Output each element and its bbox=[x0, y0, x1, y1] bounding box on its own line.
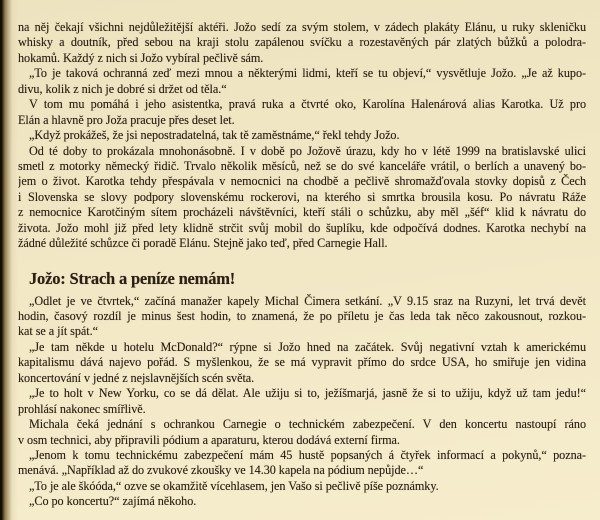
body-paragraph bbox=[18, 479, 586, 494]
text-line: „Odlet je ve čtvrtek,“ začíná manažer kapely Michal Čimera setkání. „V 9.15 sraz na Ruzyni, let trvá devět bbox=[29, 293, 586, 308]
page-text bbox=[18, 20, 586, 510]
text-line: „Co po koncertu?“ zajímá někoho. bbox=[29, 494, 197, 509]
body-paragraph bbox=[18, 20, 586, 66]
text-line: jem o život. Karotka tehdy přespávala v nemocnici na chodbě a pečlivě shromažďovala stovky dopisů z Čech bbox=[18, 174, 586, 189]
text-line: kapitalismu dává najevo pořád. S myšlenkou, že se má vypravit přímo do srdce USA, ho smiřuje jen vidina bbox=[18, 355, 586, 370]
body-paragraph bbox=[18, 448, 586, 479]
text-line: Michala čeká jednání s ochrankou Carnegie o technickém zabezpečení. V den koncertu nastoupí ráno bbox=[29, 417, 586, 432]
body-paragraph bbox=[18, 97, 586, 128]
text-line: „Když prokážeš, že jsi nepostradatelná, tak tě zaměstnáme,“ řekl tehdy Jožo. bbox=[29, 128, 400, 143]
text-line: koncertování v jedné z nejslavnějších scén světa. bbox=[18, 370, 255, 385]
body-paragraph bbox=[18, 386, 586, 417]
text-line: hokamů. Každý z nich si Jožo vybíral pečlivě sám. bbox=[18, 50, 264, 65]
text-line: z nemocnice Karotčiným sítem procházeli návštěvníci, kteří stáli o schůzku, aby měl „šéf“ klid k návratu do bbox=[18, 205, 586, 220]
text-line: „To je taková ochranná zeď mezi mnou a některými lidmi, kteří se tu objeví,“ vysvětluje Jožo. „Je až kupo- bbox=[29, 66, 586, 81]
text-line: whisky a doutník, před sebou na kraji stolu zapálenou svíčku a rozestavěných pár zlatých bůžků a polodra- bbox=[18, 35, 586, 50]
text-line: i Slovenska se slovy podpory slovenskému rockerovi, na kterého si smrtka brousila kosu. Po návratu Ráže bbox=[18, 189, 586, 204]
text-line: v osm technici, aby připravili pódium a aparaturu, kterou dodává externí firma. bbox=[18, 432, 400, 447]
text-line: žádné důležité schůzce či poradě Elánu. Stejně jako teď, před Carnegie Hall. bbox=[18, 236, 388, 251]
text-line: kat se a jít spát.“ bbox=[18, 324, 98, 339]
body-paragraph bbox=[18, 128, 586, 143]
text-line: divu, kolik z nich je dobré si držet od těla.“ bbox=[18, 81, 227, 96]
text-line: menává. „Například až do zvukové zkoušky ve 14.30 kapela na pódium nepůjde…“ bbox=[18, 463, 424, 478]
text-line: V tom mu pomáhá i jeho asistentka, pravá ruka a čtvrté oko, Karolína Halenárová alias Karotka. Už pro bbox=[29, 97, 586, 112]
body-paragraph bbox=[18, 417, 586, 448]
text-line: života. Jožo mohl již před lety klidně strčit svůj mobil do šuplíku, kde odpočívá dodnes. Karotka nechybí na bbox=[18, 220, 586, 235]
text-line: „Jenom k tomu technickému zabezpečení mám 45 hustě popsaných á čtyřek informací a pokynů,“ pozna- bbox=[29, 447, 586, 462]
body-paragraph bbox=[18, 66, 586, 97]
text-line: hodin, časový rozdíl je minus šest hodin, to znamená, že po příletu je čas leda tak něco zakousnout, rozkou- bbox=[18, 309, 586, 323]
section-heading: Jožo: Strach a peníze nemám! bbox=[29, 268, 236, 288]
text-line: prohlásí nakonec smířlivě. bbox=[18, 401, 146, 416]
text-line: „To je ale škóóda,“ ozve se okamžitě vícehlasem, jen Vašo si pečlivě píše poznámky. bbox=[29, 478, 439, 493]
text-line: Od té doby to prokázala mnohonásobně. I v době po Jožově úrazu, kdy ho v létě 1999 na bratislavské ulici bbox=[29, 143, 586, 158]
body-paragraph bbox=[18, 294, 586, 340]
text-line: na něj čekají všichni nejdůležitější aktéři. Jožo sedí za svým stolem, v zádech plakáty Elánu, u ruky skleničku bbox=[18, 20, 586, 34]
text-line: „Je tam někde u hotelu McDonald?“ rýpne si Jožo hned na začátek. Svůj negativní vztah k americkému bbox=[29, 339, 586, 354]
body-paragraph bbox=[18, 494, 586, 509]
body-paragraph bbox=[18, 144, 586, 252]
text-line: smetl z motorky německý řidič. Trvalo několik měsíců, než se do své kanceláře vrátil, o berlích a unavený bo- bbox=[18, 158, 586, 173]
text-line: Elán a hlavně pro Joža pracuje přes deset let. bbox=[18, 112, 235, 127]
text-line: „Je to holt v New Yorku, co se dá dělat. Ale užiju si to, ježíšmarjá, jasně že si to užiju, když už tam jedu!“ bbox=[29, 386, 586, 401]
body-paragraph bbox=[18, 340, 586, 386]
